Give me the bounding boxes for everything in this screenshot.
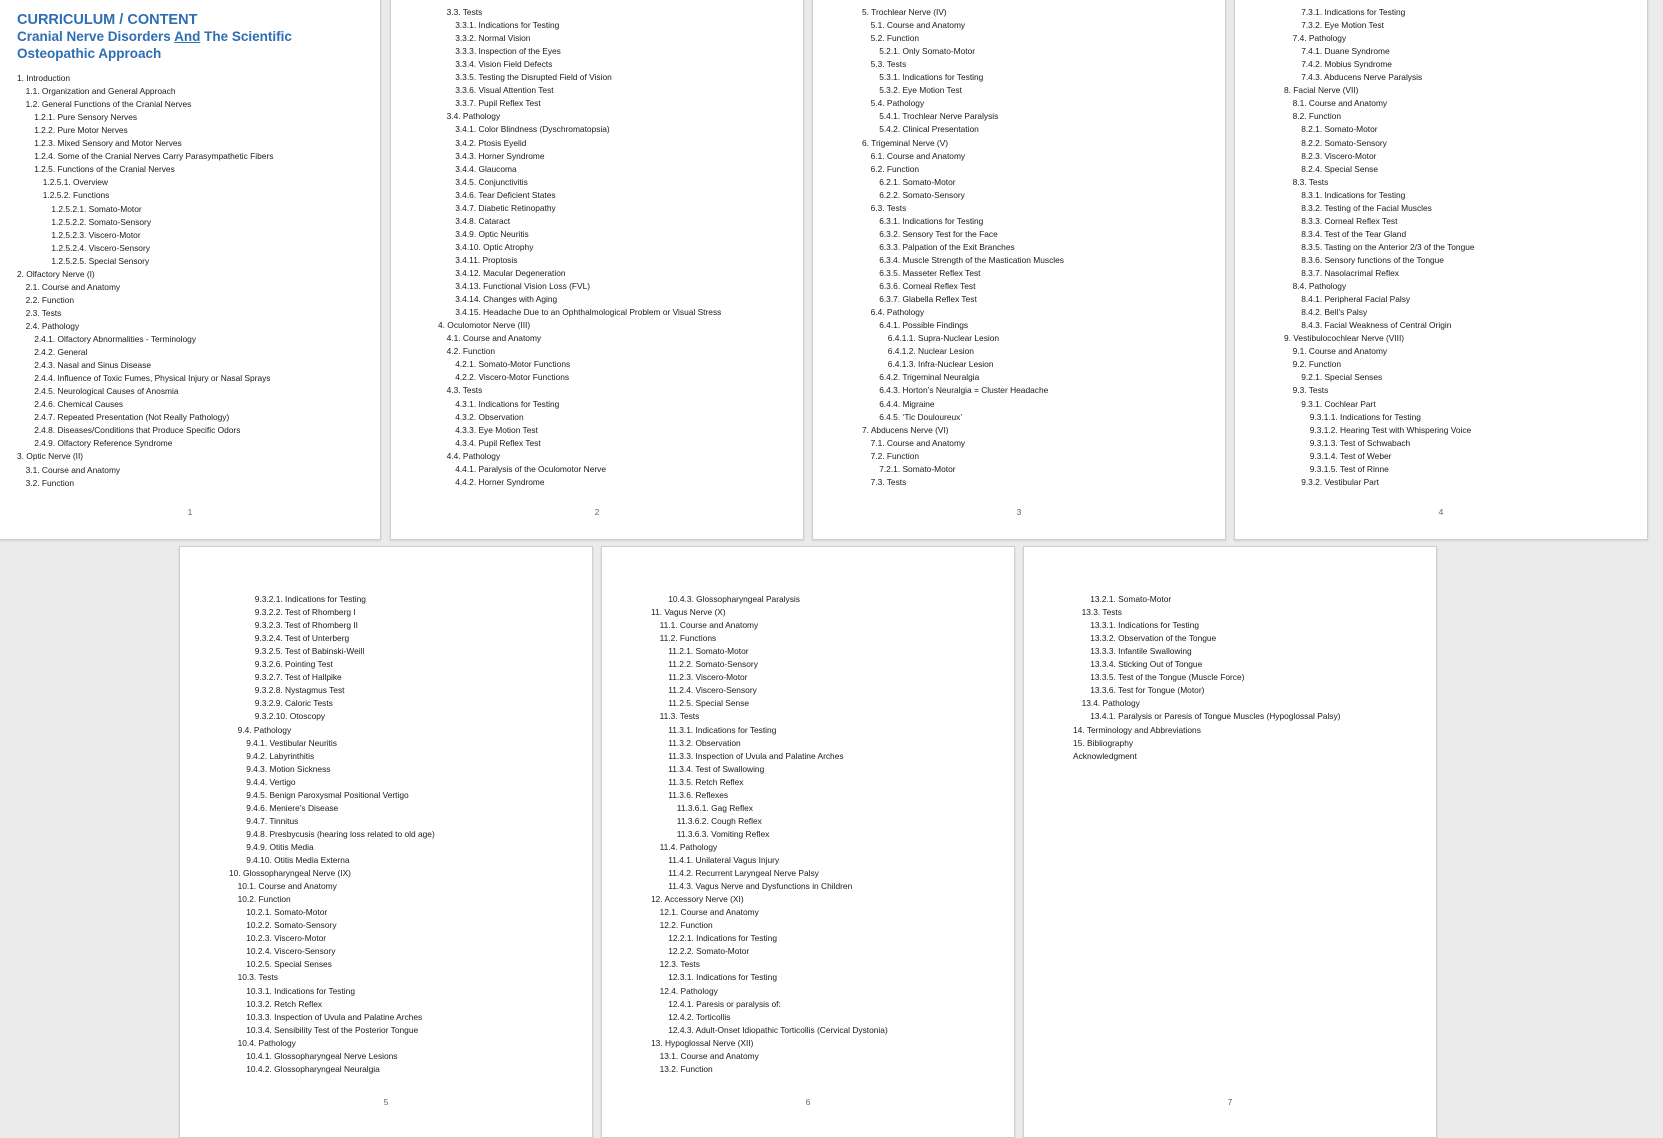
toc-entry[interactable]: 11.2.5. Special Sense [668, 698, 750, 709]
toc-entry[interactable]: 3.4. Pathology [446, 111, 501, 122]
toc-entry[interactable]: 3.1. Course and Anatomy [25, 464, 121, 475]
toc-entry[interactable]: 9.3.2.7. Test of Hallpike [254, 672, 342, 683]
toc-entry[interactable]: 11.2. Functions [659, 633, 717, 644]
page-7 [1023, 546, 1437, 1138]
toc-entry[interactable]: 4. Oculomotor Nerve (III) [438, 320, 531, 331]
toc-entry[interactable]: 8.3.4. Test of the Tear Gland [1301, 228, 1407, 239]
toc-entry[interactable]: 3.4.4. Glaucoma [455, 163, 517, 174]
toc-entry[interactable]: 9. Vestibulocochlear Nerve (VIII) [1284, 333, 1405, 344]
toc-entry[interactable]: 12.1. Course and Anatomy [659, 907, 759, 918]
toc-entry[interactable]: 8.2.1. Somato-Motor [1301, 124, 1378, 135]
toc-entry[interactable]: 3.4.1. Color Blindness (Dyschromatopsia) [455, 124, 610, 135]
toc-entry[interactable]: 6. Trigeminal Nerve (V) [862, 137, 949, 148]
toc-entry[interactable]: 9.1. Course and Anatomy [1292, 346, 1388, 357]
toc-entry[interactable]: 8.2. Function [1292, 111, 1342, 122]
toc-entry[interactable]: 1.2.5.2.3. Viscero-Motor [51, 229, 141, 240]
toc-entry[interactable]: 9.4.3. Motion Sickness [246, 763, 331, 774]
toc-entry[interactable]: 13.3.3. Infantile Swallowing [1090, 646, 1192, 657]
toc-entry[interactable]: 6.1. Course and Anatomy [870, 150, 966, 161]
toc-entry[interactable]: 5.4. Pathology [870, 98, 925, 109]
page-5 [179, 546, 593, 1138]
toc-entry[interactable]: 1.2.5.2.4. Viscero-Sensory [51, 242, 150, 253]
toc-entry[interactable]: 8.4.2. Bell’s Palsy [1301, 307, 1368, 318]
toc-entry[interactable]: 2.4.7. Repeated Presentation (Not Really Pathology) [34, 412, 230, 423]
toc-entry[interactable]: 9.3.1.3. Test of Schwabach [1309, 437, 1411, 448]
toc-entry[interactable]: 5.4.1. Trochlear Nerve Paralysis [879, 111, 999, 122]
page-3 [812, 0, 1226, 540]
toc-entry[interactable]: 3.3.4. Vision Field Defects [455, 59, 553, 70]
toc-entry[interactable]: 7. Abducens Nerve (VI) [862, 424, 949, 435]
toc-entry[interactable]: 2.4.3. Nasal and Sinus Disease [34, 360, 152, 371]
toc-entry[interactable]: 8.4.3. Facial Weakness of Central Origin [1301, 320, 1452, 331]
toc-entry[interactable]: 6.2.1. Somato-Motor [879, 176, 956, 187]
toc-entry[interactable]: 10.3. Tests [237, 972, 278, 983]
toc-entry[interactable]: 7.3. Tests [870, 476, 907, 487]
toc-entry[interactable]: 10.2.5. Special Senses [246, 959, 332, 970]
toc-entry[interactable]: 7.3.1. Indications for Testing [1301, 7, 1406, 17]
toc-entry[interactable]: 3.3.1. Indications for Testing [455, 20, 560, 31]
toc-entry[interactable]: 12.3.1. Indications for Testing [668, 972, 777, 983]
toc-entry[interactable]: 2.4.6. Chemical Causes [34, 399, 124, 410]
toc-entry[interactable]: 8.4.1. Peripheral Facial Palsy [1301, 294, 1411, 305]
toc-entry[interactable]: 3.4.14. Changes with Aging [455, 294, 558, 305]
page-2 [390, 0, 804, 540]
page-4 [1234, 0, 1648, 540]
toc-entry[interactable]: 8.2.2. Somato-Sensory [1301, 137, 1387, 148]
toc-entry[interactable]: 1. Introduction [17, 73, 71, 83]
page-number: 5 [383, 1097, 389, 1107]
toc-entry[interactable]: 9.3.2.1. Indications for Testing [254, 594, 366, 604]
toc-entry[interactable]: 13.2.1. Somato-Motor [1090, 594, 1172, 604]
toc-entry[interactable]: 9.4.1. Vestibular Neuritis [246, 737, 337, 748]
page-number: 3 [1016, 507, 1022, 517]
toc-entry[interactable]: 9.3.2.6. Pointing Test [254, 659, 333, 670]
toc-entry[interactable]: 10.3.4. Sensibility Test of the Posterior Tongue [246, 1024, 419, 1035]
toc-entry[interactable]: 3.4.10. Optic Atrophy [455, 241, 534, 252]
toc-entry[interactable]: 11.3. Tests [659, 711, 700, 722]
toc-entry[interactable]: 13.4. Pathology [1081, 698, 1140, 709]
toc-entry[interactable]: 3.4.9. Optic Neuritis [455, 228, 529, 239]
toc-entry[interactable]: 12.3. Tests [659, 959, 700, 970]
toc-entry[interactable]: 13.3.4. Sticking Out of Tongue [1090, 659, 1203, 670]
toc-entry[interactable]: 3.3.2. Normal Vision [455, 33, 531, 44]
toc-entry[interactable]: 3.4.2. Ptosis Eyelid [455, 137, 527, 148]
toc-entry[interactable]: 2.4. Pathology [25, 320, 80, 331]
title-part-2: The Scientific Osteopathic Approach [17, 29, 292, 61]
toc-entry[interactable]: 9.3.2.8. Nystagmus Test [254, 685, 345, 696]
toc-entry[interactable]: 5.3. Tests [870, 59, 907, 70]
toc-entry[interactable]: 10.3.2. Retch Reflex [246, 998, 323, 1009]
toc-entry[interactable]: 6.3.7. Glabella Reflex Test [879, 294, 977, 305]
toc-entry[interactable]: 5.1. Course and Anatomy [870, 20, 966, 31]
toc-entry[interactable]: 5.3.2. Eye Motion Test [879, 85, 962, 96]
toc-entry[interactable]: 7.4.1. Duane Syndrome [1301, 46, 1390, 57]
toc-entry[interactable]: 1.1. Organization and General Approach [25, 86, 176, 97]
toc-entry[interactable]: 11.3.1. Indications for Testing [668, 724, 777, 735]
toc-entry[interactable]: 8.3. Tests [1292, 176, 1329, 187]
toc-entry[interactable]: 9.3.1. Cochlear Part [1301, 398, 1376, 409]
toc-entry[interactable]: 3. Optic Nerve (II) [17, 451, 84, 462]
toc-entry[interactable]: 6.4.3. Horton’s Neuralgia = Cluster Headache [879, 385, 1049, 396]
toc-entry[interactable]: 13.3.6. Test for Tongue (Motor) [1090, 685, 1205, 696]
toc-entry[interactable]: 2. Olfactory Nerve (I) [17, 268, 95, 279]
toc-entry[interactable]: 4.4.1. Paralysis of the Oculomotor Nerve [455, 463, 607, 474]
toc-entry[interactable]: 10.3.3. Inspection of Uvula and Palatine Arches [246, 1011, 423, 1022]
page-number: 1 [187, 507, 193, 517]
title-and-word[interactable]: And [174, 29, 201, 44]
toc-entry[interactable]: 10.4.1. Glossopharyngeal Nerve Lesions [246, 1050, 398, 1061]
toc-entry[interactable]: 4.4.2. Horner Syndrome [455, 476, 545, 487]
toc-entry[interactable]: 2.4.5. Neurological Causes of Anosmia [34, 386, 179, 397]
toc-entry[interactable]: 4.2.1. Somato-Motor Functions [455, 359, 571, 370]
toc-entry[interactable]: 11.3.6.3. Vomiting Reflex [676, 828, 770, 839]
toc-entry[interactable]: 10. Glossopharyngeal Nerve (IX) [229, 868, 351, 879]
toc-entry[interactable]: 12.2.2. Somato-Motor [668, 946, 750, 957]
toc-entry[interactable]: 9.3.2.5. Test of Babinski-Weill [254, 646, 365, 657]
toc-entry[interactable]: 12.4.1. Paresis or paralysis of: [668, 998, 781, 1009]
toc-entry[interactable]: 10.2.2. Somato-Sensory [246, 920, 337, 931]
toc-entry[interactable]: 13.2. Function [659, 1063, 713, 1074]
toc-entry[interactable]: 1.2.5. Functions of the Cranial Nerves [34, 164, 175, 175]
toc-entry[interactable]: 8.3.1. Indications for Testing [1301, 189, 1406, 200]
toc-entry[interactable]: 10.3.1. Indications for Testing [246, 985, 355, 996]
toc-entry[interactable]: 11.3.4. Test of Swallowing [668, 763, 765, 774]
toc-entry[interactable]: 8.3.3. Corneal Reflex Test [1301, 215, 1398, 226]
toc-entry[interactable]: 6.3.5. Masseter Reflex Test [879, 268, 981, 278]
toc-entry[interactable]: 6.4. Pathology [870, 307, 925, 318]
toc-entry[interactable]: 11.4.3. Vagus Nerve and Dysfunctions in Children [668, 881, 853, 892]
toc-entry[interactable]: 1.2.4. Some of the Cranial Nerves Carry Parasympathetic Fibers [34, 151, 274, 162]
toc-entry[interactable]: 8.3.2. Testing of the Facial Muscles [1301, 202, 1432, 213]
toc-entry[interactable]: 9.3.2.9. Caloric Tests [254, 698, 333, 709]
toc-entry[interactable]: 3.4.3. Horner Syndrome [455, 150, 545, 161]
toc-entry[interactable]: 10.4.3. Glossopharyngeal Paralysis [668, 594, 800, 604]
toc-entry[interactable]: 8.3.6. Sensory functions of the Tongue [1301, 254, 1444, 265]
toc-entry[interactable]: 2.1. Course and Anatomy [25, 281, 121, 292]
toc-entry[interactable]: 12.2.1. Indications for Testing [668, 933, 777, 944]
toc-entry[interactable]: 3.2. Function [25, 477, 75, 488]
toc-entry[interactable]: 9.3.2.4. Test of Unterberg [254, 633, 350, 644]
toc-entry[interactable]: 7.3.2. Eye Motion Test [1301, 20, 1384, 31]
toc-entry[interactable]: 1.2.3. Mixed Sensory and Motor Nerves [34, 138, 182, 149]
toc-entry[interactable]: 3.3. Tests [446, 7, 483, 17]
toc-entry[interactable]: 11.1. Course and Anatomy [659, 620, 759, 631]
toc-entry[interactable]: 9.4.2. Labyrinthitis [246, 750, 315, 761]
toc-entry[interactable]: 11.3.6.1. Gag Reflex [676, 802, 753, 813]
toc-entry[interactable]: 7.4.3. Abducens Nerve Paralysis [1301, 72, 1423, 83]
toc-entry[interactable]: 6.4.1. Possible Findings [879, 320, 969, 331]
toc-entry[interactable]: 5.2.1. Only Somato-Motor [879, 46, 976, 57]
toc-entry[interactable]: 9.4.7. Tinnitus [246, 815, 299, 826]
toc-entry[interactable]: 5.3.1. Indications for Testing [879, 72, 984, 83]
toc-entry[interactable]: 1.2.5.2.1. Somato-Motor [51, 203, 142, 214]
toc-entry[interactable]: 7.4. Pathology [1292, 33, 1347, 44]
toc-entry[interactable]: 4.3.2. Observation [455, 411, 524, 422]
toc-entry[interactable]: 11. Vagus Nerve (X) [651, 607, 726, 618]
toc-entry[interactable]: 7.2.1. Somato-Motor [879, 463, 956, 474]
curriculum-heading: CURRICULUM / CONTENT [17, 12, 198, 28]
toc-entry[interactable]: Acknowledgment [1073, 750, 1137, 761]
toc-entry[interactable]: 9.4. Pathology [237, 724, 292, 735]
toc-entry[interactable]: 9.4.9. Otitis Media [246, 841, 314, 852]
toc-entry[interactable]: 5.2. Function [870, 33, 920, 44]
toc-entry[interactable]: 3.4.7. Diabetic Retinopathy [455, 202, 556, 213]
toc-entry[interactable]: 11.3.3. Inspection of Uvula and Palatine Arches [668, 750, 844, 761]
toc-entry[interactable]: 4.3.3. Eye Motion Test [455, 424, 538, 435]
toc-entry[interactable]: 3.4.15. Headache Due to an Ophthalmological Problem or Visual Stress [455, 307, 722, 318]
toc-entry[interactable]: 6.2. Function [870, 163, 920, 174]
page-number: 2 [594, 507, 600, 517]
toc-entry[interactable]: 10.2. Function [237, 894, 291, 905]
toc-entry[interactable]: 13. Hypoglossal Nerve (XII) [651, 1037, 754, 1048]
toc-entry[interactable]: 6.4.2. Trigeminal Neuralgia [879, 372, 980, 383]
toc-entry[interactable]: 12.4.2. Torticollis [668, 1011, 731, 1022]
toc-entry[interactable]: 6.4.1.2. Nuclear Lesion [887, 346, 974, 357]
toc-entry[interactable]: 8. Facial Nerve (VII) [1284, 85, 1359, 96]
toc-entry[interactable]: 10.4.2. Glossopharyngeal Neuralgia [246, 1063, 380, 1074]
toc-entry[interactable]: 8.2.4. Special Sense [1301, 163, 1379, 174]
toc-entry[interactable]: 11.3.6.2. Cough Reflex [676, 815, 762, 826]
toc-entry[interactable]: 13.3.2. Observation of the Tongue [1090, 633, 1217, 644]
toc-entry[interactable]: 6.4.1.1. Supra-Nuclear Lesion [887, 333, 1000, 344]
toc-entry[interactable]: 3.3.6. Visual Attention Test [455, 85, 554, 96]
toc-entry[interactable]: 9.4.4. Vertigo [246, 776, 296, 787]
toc-entry[interactable]: 2.3. Tests [25, 307, 62, 318]
toc-entry[interactable]: 9.4.10. Otitis Media Externa [246, 855, 350, 865]
toc-entry[interactable]: 13.3. Tests [1081, 607, 1122, 618]
toc-entry[interactable]: 15. Bibliography [1073, 737, 1134, 748]
toc-entry[interactable]: 1.2.5.2.2. Somato-Sensory [51, 216, 152, 227]
page-1 [0, 0, 381, 540]
toc-entry[interactable]: 5. Trochlear Nerve (IV) [862, 7, 947, 17]
toc-entry[interactable]: 11.4.2. Recurrent Laryngeal Nerve Palsy [668, 868, 819, 879]
toc-entry[interactable]: 8.2.3. Viscero-Motor [1301, 150, 1377, 161]
toc-entry[interactable]: 12.4. Pathology [659, 985, 718, 996]
toc-entry[interactable]: 4.3.4. Pupil Reflex Test [455, 437, 541, 448]
toc-entry[interactable]: 11.2.1. Somato-Motor [668, 646, 749, 657]
toc-entry[interactable]: 6.4.1.3. Infra-Nuclear Lesion [887, 359, 994, 370]
toc-entry[interactable]: 4.3.1. Indications for Testing [455, 398, 560, 409]
toc-entry[interactable]: 9.3.2.3. Test of Rhomberg II [254, 620, 358, 631]
toc-entry[interactable]: 9.2. Function [1292, 359, 1342, 370]
document-title [17, 29, 307, 62]
toc-entry[interactable]: 9.3.1.4. Test of Weber [1309, 450, 1392, 461]
toc-entry[interactable]: 8.1. Course and Anatomy [1292, 98, 1388, 109]
toc-entry[interactable]: 10.2.3. Viscero-Motor [246, 933, 327, 944]
toc-entry[interactable]: 2.4.4. Influence of Toxic Fumes, Physical Injury or Nasal Sprays [34, 373, 271, 384]
toc-entry[interactable]: 11.3.5. Retch Reflex [668, 776, 744, 787]
toc-entry[interactable]: 5.4.2. Clinical Presentation [879, 124, 979, 135]
page-number: 6 [805, 1097, 811, 1107]
toc-entry[interactable]: 9.4.8. Presbycusis (hearing loss related to old age) [246, 828, 435, 839]
toc-entry[interactable]: 8.4. Pathology [1292, 281, 1347, 292]
toc-entry[interactable]: 4.2.2. Viscero-Motor Functions [455, 372, 570, 383]
toc-entry[interactable]: 6.3.2. Sensory Test for the Face [879, 228, 998, 239]
toc-entry[interactable]: 6.2.2. Somato-Sensory [879, 189, 965, 200]
toc-entry[interactable]: 3.4.11. Proptosis [455, 254, 518, 265]
title-part-1: Cranial Nerve Disorders [17, 29, 175, 44]
page-6 [601, 546, 1015, 1138]
toc-entry[interactable]: 1.2. General Functions of the Cranial Nerves [25, 99, 192, 110]
page-number: 7 [1227, 1097, 1233, 1107]
toc-entry[interactable]: 11.4.1. Unilateral Vagus Injury [668, 855, 780, 865]
document-header [17, 12, 307, 62]
toc-entry[interactable]: 6.4.4. Migraine [879, 398, 935, 409]
toc-entry[interactable]: 10.4. Pathology [237, 1037, 296, 1048]
toc-entry[interactable]: 9.3.2.2. Test of Rhomberg I [254, 607, 356, 618]
toc-entry[interactable]: 6.3. Tests [870, 202, 907, 213]
toc-entry[interactable]: 8.3.5. Tasting on the Anterior 2/3 of the Tongue [1301, 241, 1475, 252]
toc-entry[interactable]: 12.4.3. Adult-Onset Idiopathic Torticollis (Cervical Dystonia) [668, 1024, 888, 1035]
toc-entry[interactable]: 9.2.1. Special Senses [1301, 372, 1383, 383]
toc-entry[interactable]: 10.2.1. Somato-Motor [246, 907, 328, 918]
toc-entry[interactable]: 9.3.1.5. Test of Rinne [1309, 463, 1389, 474]
toc-entry[interactable]: 3.4.13. Functional Vision Loss (FVL) [455, 281, 591, 292]
toc-entry[interactable]: 11.4. Pathology [659, 841, 718, 852]
toc-entry[interactable]: 13.4.1. Paralysis or Paresis of Tongue Muscles (Hypoglossal Palsy) [1090, 711, 1341, 722]
toc-entry[interactable]: 9.3. Tests [1292, 385, 1329, 396]
toc-entry[interactable]: 1.2.5.2. Functions [42, 190, 110, 201]
toc-entry[interactable]: 4.1. Course and Anatomy [446, 333, 542, 344]
toc-entry[interactable]: 2.2. Function [25, 294, 75, 305]
toc-entry[interactable]: 2.4.9. Olfactory Reference Syndrome [34, 438, 173, 449]
toc-entry[interactable]: 14. Terminology and Abbreviations [1073, 724, 1201, 735]
toc-entry[interactable]: 6.3.3. Palpation of the Exit Branches [879, 241, 1015, 252]
toc-entry[interactable]: 1.2.1. Pure Sensory Nerves [34, 112, 138, 123]
toc-entry[interactable]: 9.3.2. Vestibular Part [1301, 476, 1379, 487]
toc-entry[interactable]: 2.4.8. Diseases/Conditions that Produce Specific Odors [34, 425, 241, 436]
toc-entry[interactable]: 10.2.4. Viscero-Sensory [246, 946, 336, 957]
toc-entry[interactable]: 3.3.3. Inspection of the Eyes [455, 46, 561, 57]
toc-entry[interactable]: 6.3.1. Indications for Testing [879, 215, 984, 226]
toc-entry[interactable]: 9.3.2.10. Otoscopy [254, 711, 326, 722]
toc-entry[interactable]: 1.2.5.1. Overview [42, 177, 108, 188]
toc-entry[interactable]: 2.4.1. Olfactory Abnormalities - Terminology [34, 334, 197, 344]
toc-entry[interactable]: 6.4.5. ‘Tic Douloureux’ [879, 411, 963, 422]
toc-entry[interactable]: 3.3.5. Testing the Disrupted Field of Vision [455, 72, 612, 83]
toc-entry[interactable]: 9.4.5. Benign Paroxysmal Positional Vertigo [246, 789, 409, 800]
toc-entry[interactable]: 9.4.6. Meniere’s Disease [246, 802, 339, 813]
toc-entry[interactable]: 4.2. Function [446, 346, 496, 357]
toc-entry[interactable]: 6.3.4. Muscle Strength of the Mastication Muscles [879, 254, 1064, 265]
toc-entry[interactable]: 11.2.2. Somato-Sensory [668, 659, 758, 670]
toc-entry[interactable]: 3.4.12. Macular Degeneration [455, 268, 566, 278]
toc-entry[interactable]: 2.4.2. General [34, 347, 88, 358]
toc-entry[interactable]: 7.2. Function [870, 450, 920, 461]
toc-entry[interactable]: 7.1. Course and Anatomy [870, 437, 966, 448]
toc-entry[interactable]: 12. Accessory Nerve (XI) [651, 894, 744, 905]
toc-entry[interactable]: 8.3.7. Nasolacrimal Reflex [1301, 268, 1399, 278]
toc-entry[interactable]: 3.3.7. Pupil Reflex Test [455, 98, 541, 109]
page-number: 4 [1438, 507, 1444, 517]
toc-entry[interactable]: 11.2.4. Viscero-Sensory [668, 685, 757, 696]
toc-entry[interactable]: 1.2.5.2.5. Special Sensory [51, 255, 150, 266]
toc-entry[interactable]: 3.4.5. Conjunctivitis [455, 176, 528, 187]
toc-entry[interactable]: 11.3.6. Reflexes [668, 789, 729, 800]
toc-entry[interactable]: 12.2. Function [659, 920, 713, 931]
toc-entry[interactable]: 10.1. Course and Anatomy [237, 881, 337, 892]
toc-entry[interactable]: 11.3.2. Observation [668, 737, 741, 748]
toc-entry[interactable]: 3.4.6. Tear Deficient States [455, 189, 556, 200]
toc-entry[interactable]: 7.4.2. Mobius Syndrome [1301, 59, 1392, 70]
toc-entry[interactable]: 1.2.2. Pure Motor Nerves [34, 125, 128, 136]
toc-entry[interactable]: 9.3.1.1. Indications for Testing [1309, 411, 1421, 422]
toc-entry[interactable]: 3.4.8. Cataract [455, 215, 511, 226]
toc-entry[interactable]: 4.3. Tests [446, 385, 483, 396]
toc-entry[interactable]: 11.2.3. Viscero-Motor [668, 672, 748, 683]
toc-entry[interactable]: 4.4. Pathology [446, 450, 501, 461]
toc-entry[interactable]: 13.1. Course and Anatomy [659, 1050, 759, 1061]
toc-entry[interactable]: 6.3.6. Corneal Reflex Test [879, 281, 976, 292]
toc-entry[interactable]: 13.3.1. Indications for Testing [1090, 620, 1199, 631]
toc-entry[interactable]: 9.3.1.2. Hearing Test with Whispering Voice [1309, 424, 1472, 435]
toc-entry[interactable]: 13.3.5. Test of the Tongue (Muscle Force) [1090, 672, 1245, 683]
